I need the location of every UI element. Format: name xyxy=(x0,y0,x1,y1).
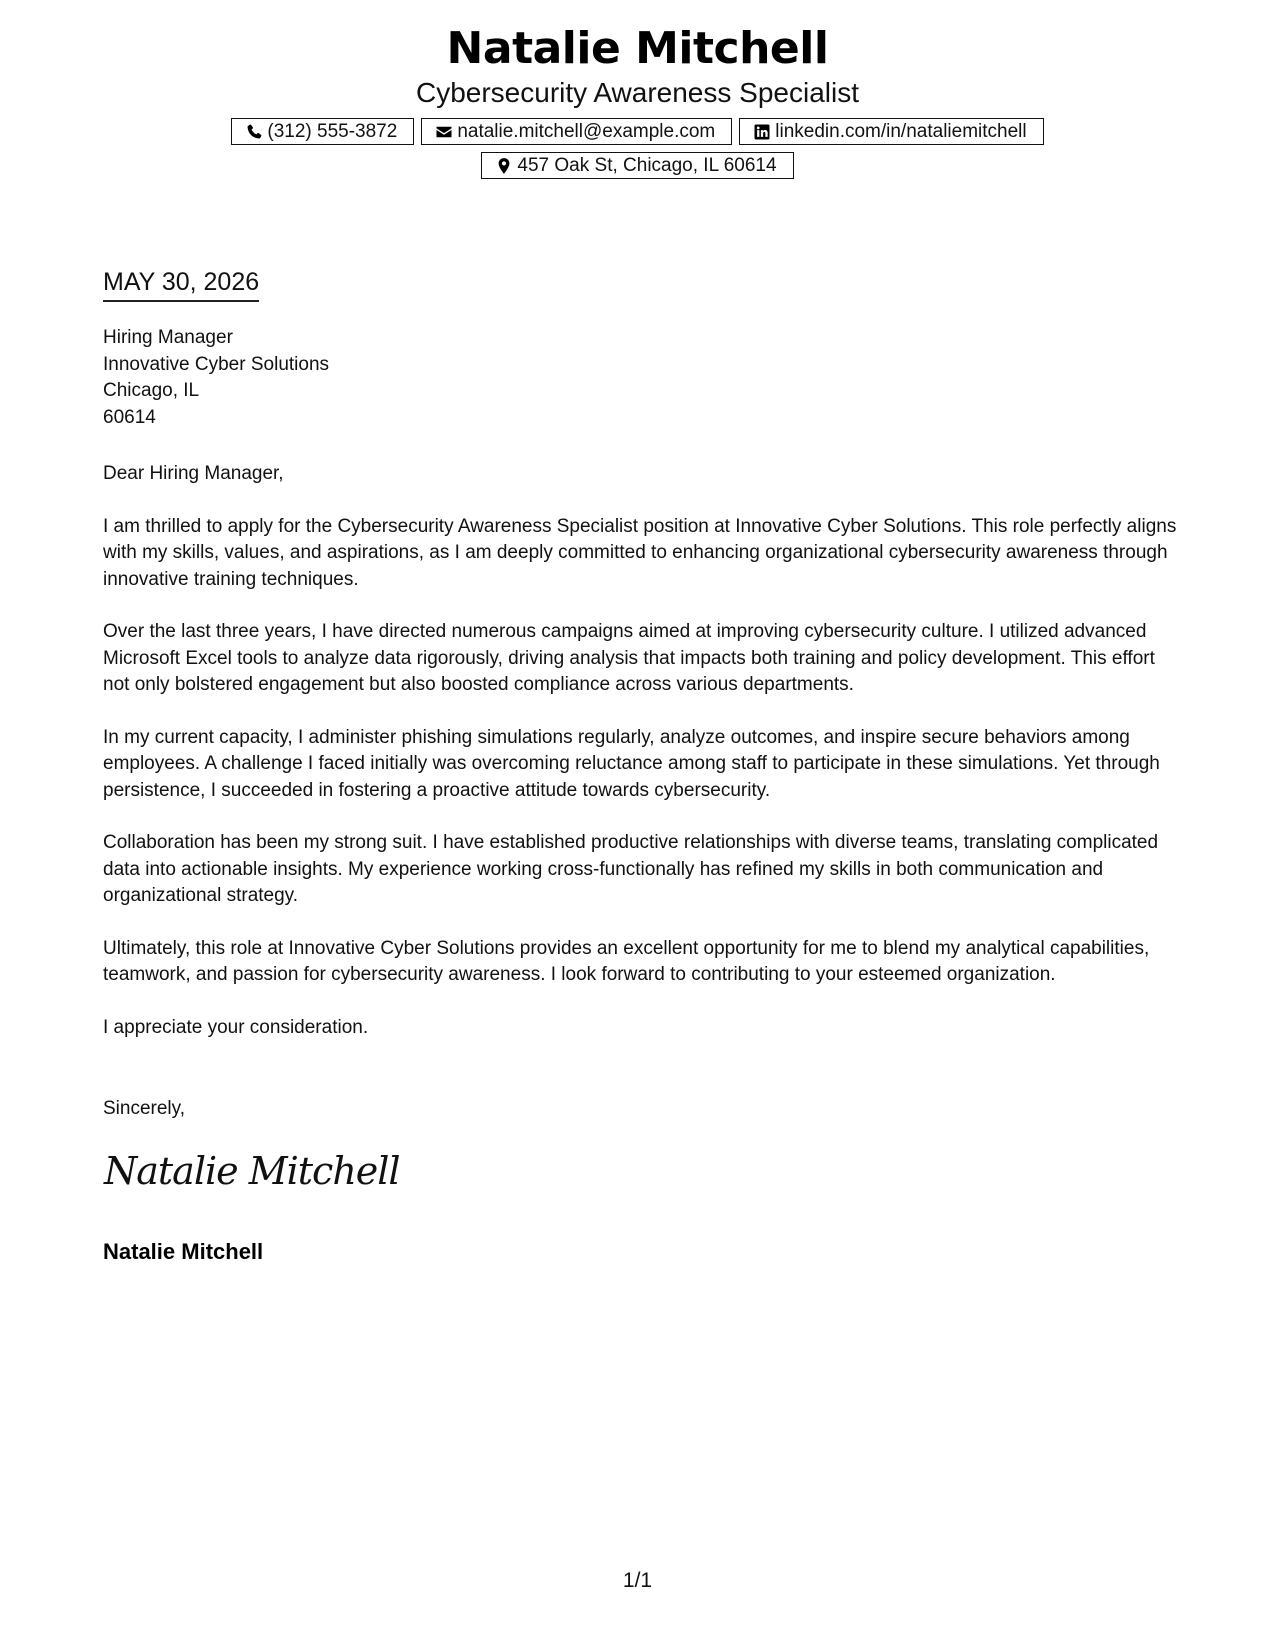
page-number: 1/1 xyxy=(622,1569,653,1592)
address-text: 457 Oak St, Chicago, IL 60614 xyxy=(517,154,777,176)
map-marker-icon xyxy=(495,157,513,175)
phone-contact[interactable] xyxy=(231,118,414,145)
recipient-line: Innovative Cyber Solutions xyxy=(103,353,330,375)
body-paragraph: In my current capacity, I administer phishing simulations regularly, analyze outcomes, and inspire secure behaviors among employees. A challenge I faced initially was overcoming reluctance among staff to participate in these simulations. Yet through persistence, I succeeded in fostering a proactive attitude towards cybersecurity. xyxy=(103,726,1160,801)
body-paragraph: Collaboration has been my strong suit. I have established productive relationships with diverse teams, translating complicated data into actionable insights. My experience working cross-functionally has refined my skills in both communication and organizational strategy. xyxy=(103,832,1159,906)
phone-icon xyxy=(245,123,263,141)
linkedin-text: linkedin.com/in/nataliemitchell xyxy=(775,120,1027,142)
body-paragraph: I am thrilled to apply for the Cybersecurity Awareness Specialist position at Innovative Cyber Solutions. This role perfectly aligns with my skills, values, and aspirations, as I am deeply committed to enhancing organizational cybersecurity awareness through innovative training techniques. xyxy=(103,515,1177,590)
signer-name: Natalie Mitchell xyxy=(103,1239,264,1264)
linkedin-icon xyxy=(753,123,771,141)
recipient-line: Hiring Manager xyxy=(103,327,233,348)
email-text: natalie.mitchell@example.com xyxy=(457,120,716,142)
address-contact[interactable] xyxy=(481,152,793,179)
job-title: Cybersecurity Awareness Specialist xyxy=(415,77,859,108)
salutation: Dear Hiring Manager, xyxy=(103,463,284,484)
body-paragraph: Ultimately, this role at Innovative Cyber Solutions provides an excellent opportunity for me to blend my analytical capabilities, teamwork, and passion for cybersecurity awareness. I look forward to contributing to your esteemed organization. xyxy=(103,937,1150,985)
recipient-block xyxy=(103,325,329,431)
letter-header xyxy=(0,22,1275,179)
recipient-line: 60614 xyxy=(103,406,156,428)
body-paragraph: I appreciate your consideration. xyxy=(103,1016,369,1038)
closing: Sincerely, xyxy=(103,1098,186,1119)
phone-text: (312) 555-3872 xyxy=(267,120,398,142)
address-row xyxy=(0,152,1275,179)
applicant-name: Natalie Mitchell xyxy=(446,23,829,74)
email-contact[interactable] xyxy=(421,118,732,145)
body-paragraph: Over the last three years, I have directed numerous campaigns aimed at improving cybersecurity culture. I utilized advanced Microsoft Excel tools to analyze data rigorously, driving analysis that impacts both training and policy development. This effort not only bolstered engagement but also boosted compliance across various departments. xyxy=(103,621,1155,695)
envelope-icon xyxy=(435,123,453,141)
contact-row xyxy=(0,118,1275,145)
recipient-line: Chicago, IL xyxy=(103,380,200,401)
letter-body xyxy=(103,461,1183,1067)
linkedin-contact[interactable] xyxy=(739,118,1043,145)
handwritten-signature: Natalie Mitchell xyxy=(104,1149,400,1193)
letter-date: MAY 30, 2026 xyxy=(103,266,259,302)
